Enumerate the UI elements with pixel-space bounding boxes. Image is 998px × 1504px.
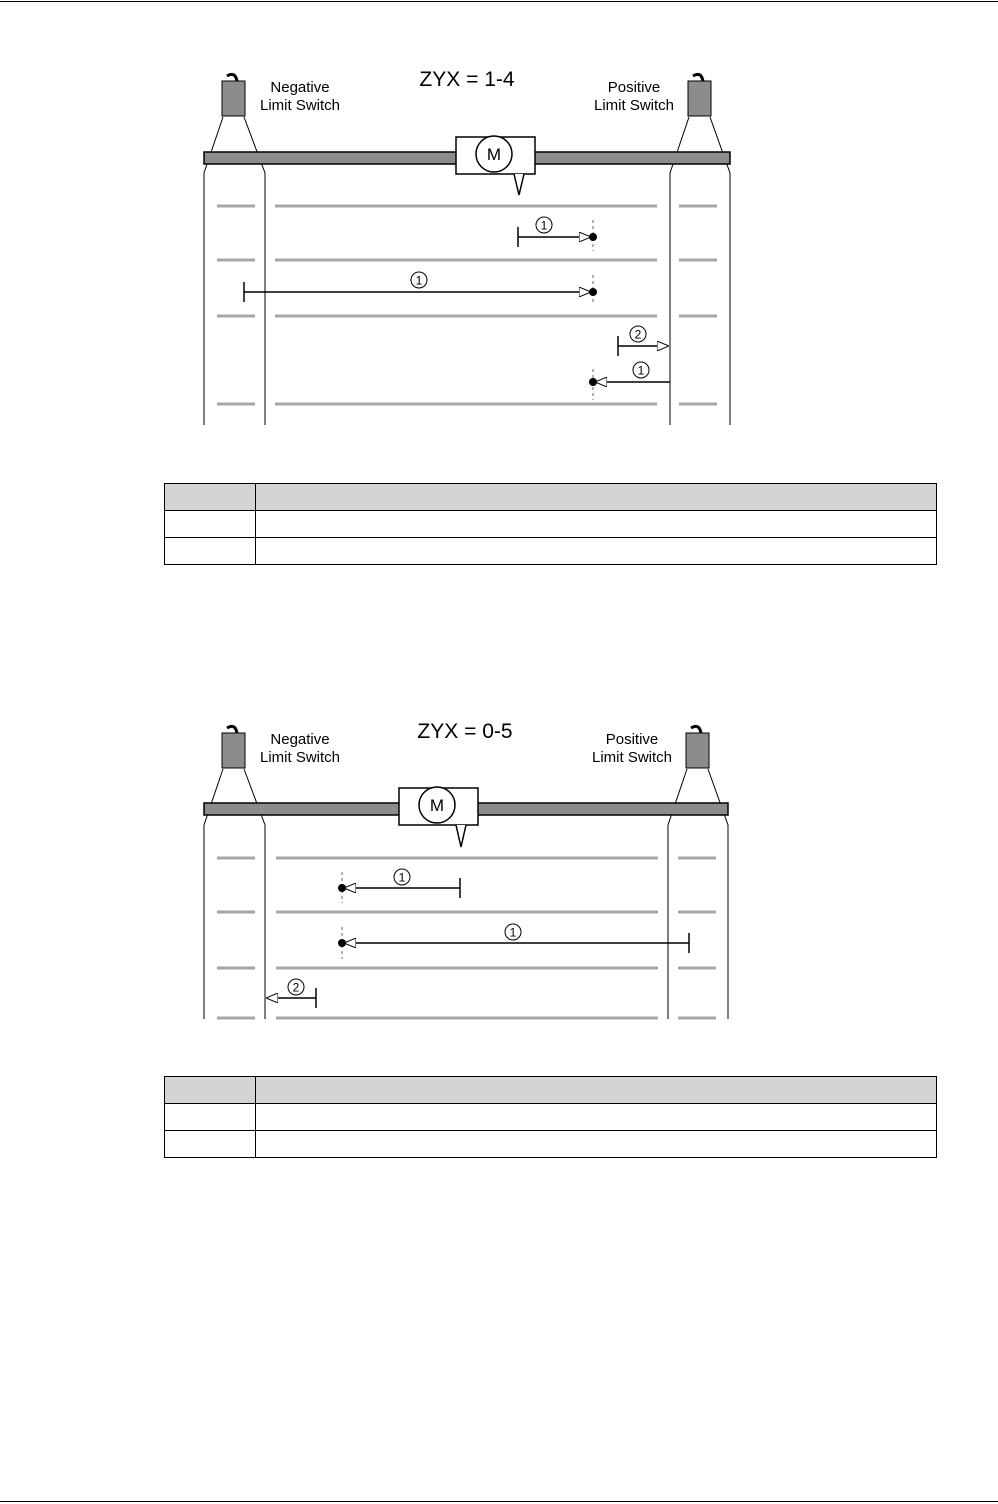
table-row [165, 538, 937, 565]
positive-switch-label-line2: Limit Switch [593, 97, 675, 114]
step-label: 2 [292, 980, 300, 995]
positive-switch-label-line2: Limit Switch [591, 749, 673, 766]
table-row [165, 1104, 937, 1131]
table-cell [256, 538, 937, 565]
table-header-cell [256, 1077, 937, 1104]
table-cell [165, 1104, 256, 1131]
positive-switch-label-line1: Positive [607, 79, 661, 96]
homing-diagram-1 [165, 55, 765, 445]
motor-label: M [486, 145, 502, 164]
index-dot [338, 884, 346, 892]
negative-limit-switch-icon [222, 74, 245, 116]
table-row [165, 511, 937, 538]
negative-limit-switch-icon [222, 726, 245, 768]
page-bottom-rule [0, 1501, 998, 1502]
negative-switch-label-line2: Limit Switch [259, 749, 341, 766]
table-cell [165, 511, 256, 538]
step-label: 1 [415, 273, 423, 288]
table-cell [256, 511, 937, 538]
table-cell [165, 1131, 256, 1158]
table-row [165, 1131, 937, 1158]
table-cell [256, 1131, 937, 1158]
step-label: 1 [398, 870, 406, 885]
homing-diagram-2 [165, 707, 765, 1037]
page-top-rule [0, 1, 998, 2]
index-dot [589, 378, 597, 386]
figure-title: ZYX = 1-4 [419, 68, 515, 91]
table-cell [256, 1104, 937, 1131]
negative-switch-label-line1: Negative [270, 79, 330, 96]
table-header-row [165, 1077, 937, 1104]
positive-limit-switch-icon [686, 726, 709, 768]
motor-label: M [429, 796, 445, 815]
step-label: 1 [540, 218, 548, 233]
table-header-row [165, 484, 937, 511]
step-label: 1 [637, 363, 645, 378]
negative-switch-label-line1: Negative [270, 731, 330, 748]
movement-1 [518, 227, 590, 247]
index-dot [338, 939, 346, 947]
table-header-cell [165, 1077, 256, 1104]
table-header-cell [165, 484, 256, 511]
legend-table-1 [164, 483, 937, 565]
step-label: 2 [634, 327, 642, 342]
legend-table-2 [164, 1076, 937, 1158]
table-header-cell [256, 484, 937, 511]
index-dot [589, 288, 597, 296]
index-dot [589, 233, 597, 241]
positive-limit-switch-icon [688, 74, 711, 116]
positive-switch-label-line1: Positive [605, 731, 659, 748]
table-cell [165, 538, 256, 565]
step-label: 1 [509, 925, 517, 940]
negative-switch-label-line2: Limit Switch [259, 97, 341, 114]
figure-title: ZYX = 0-5 [417, 720, 513, 743]
